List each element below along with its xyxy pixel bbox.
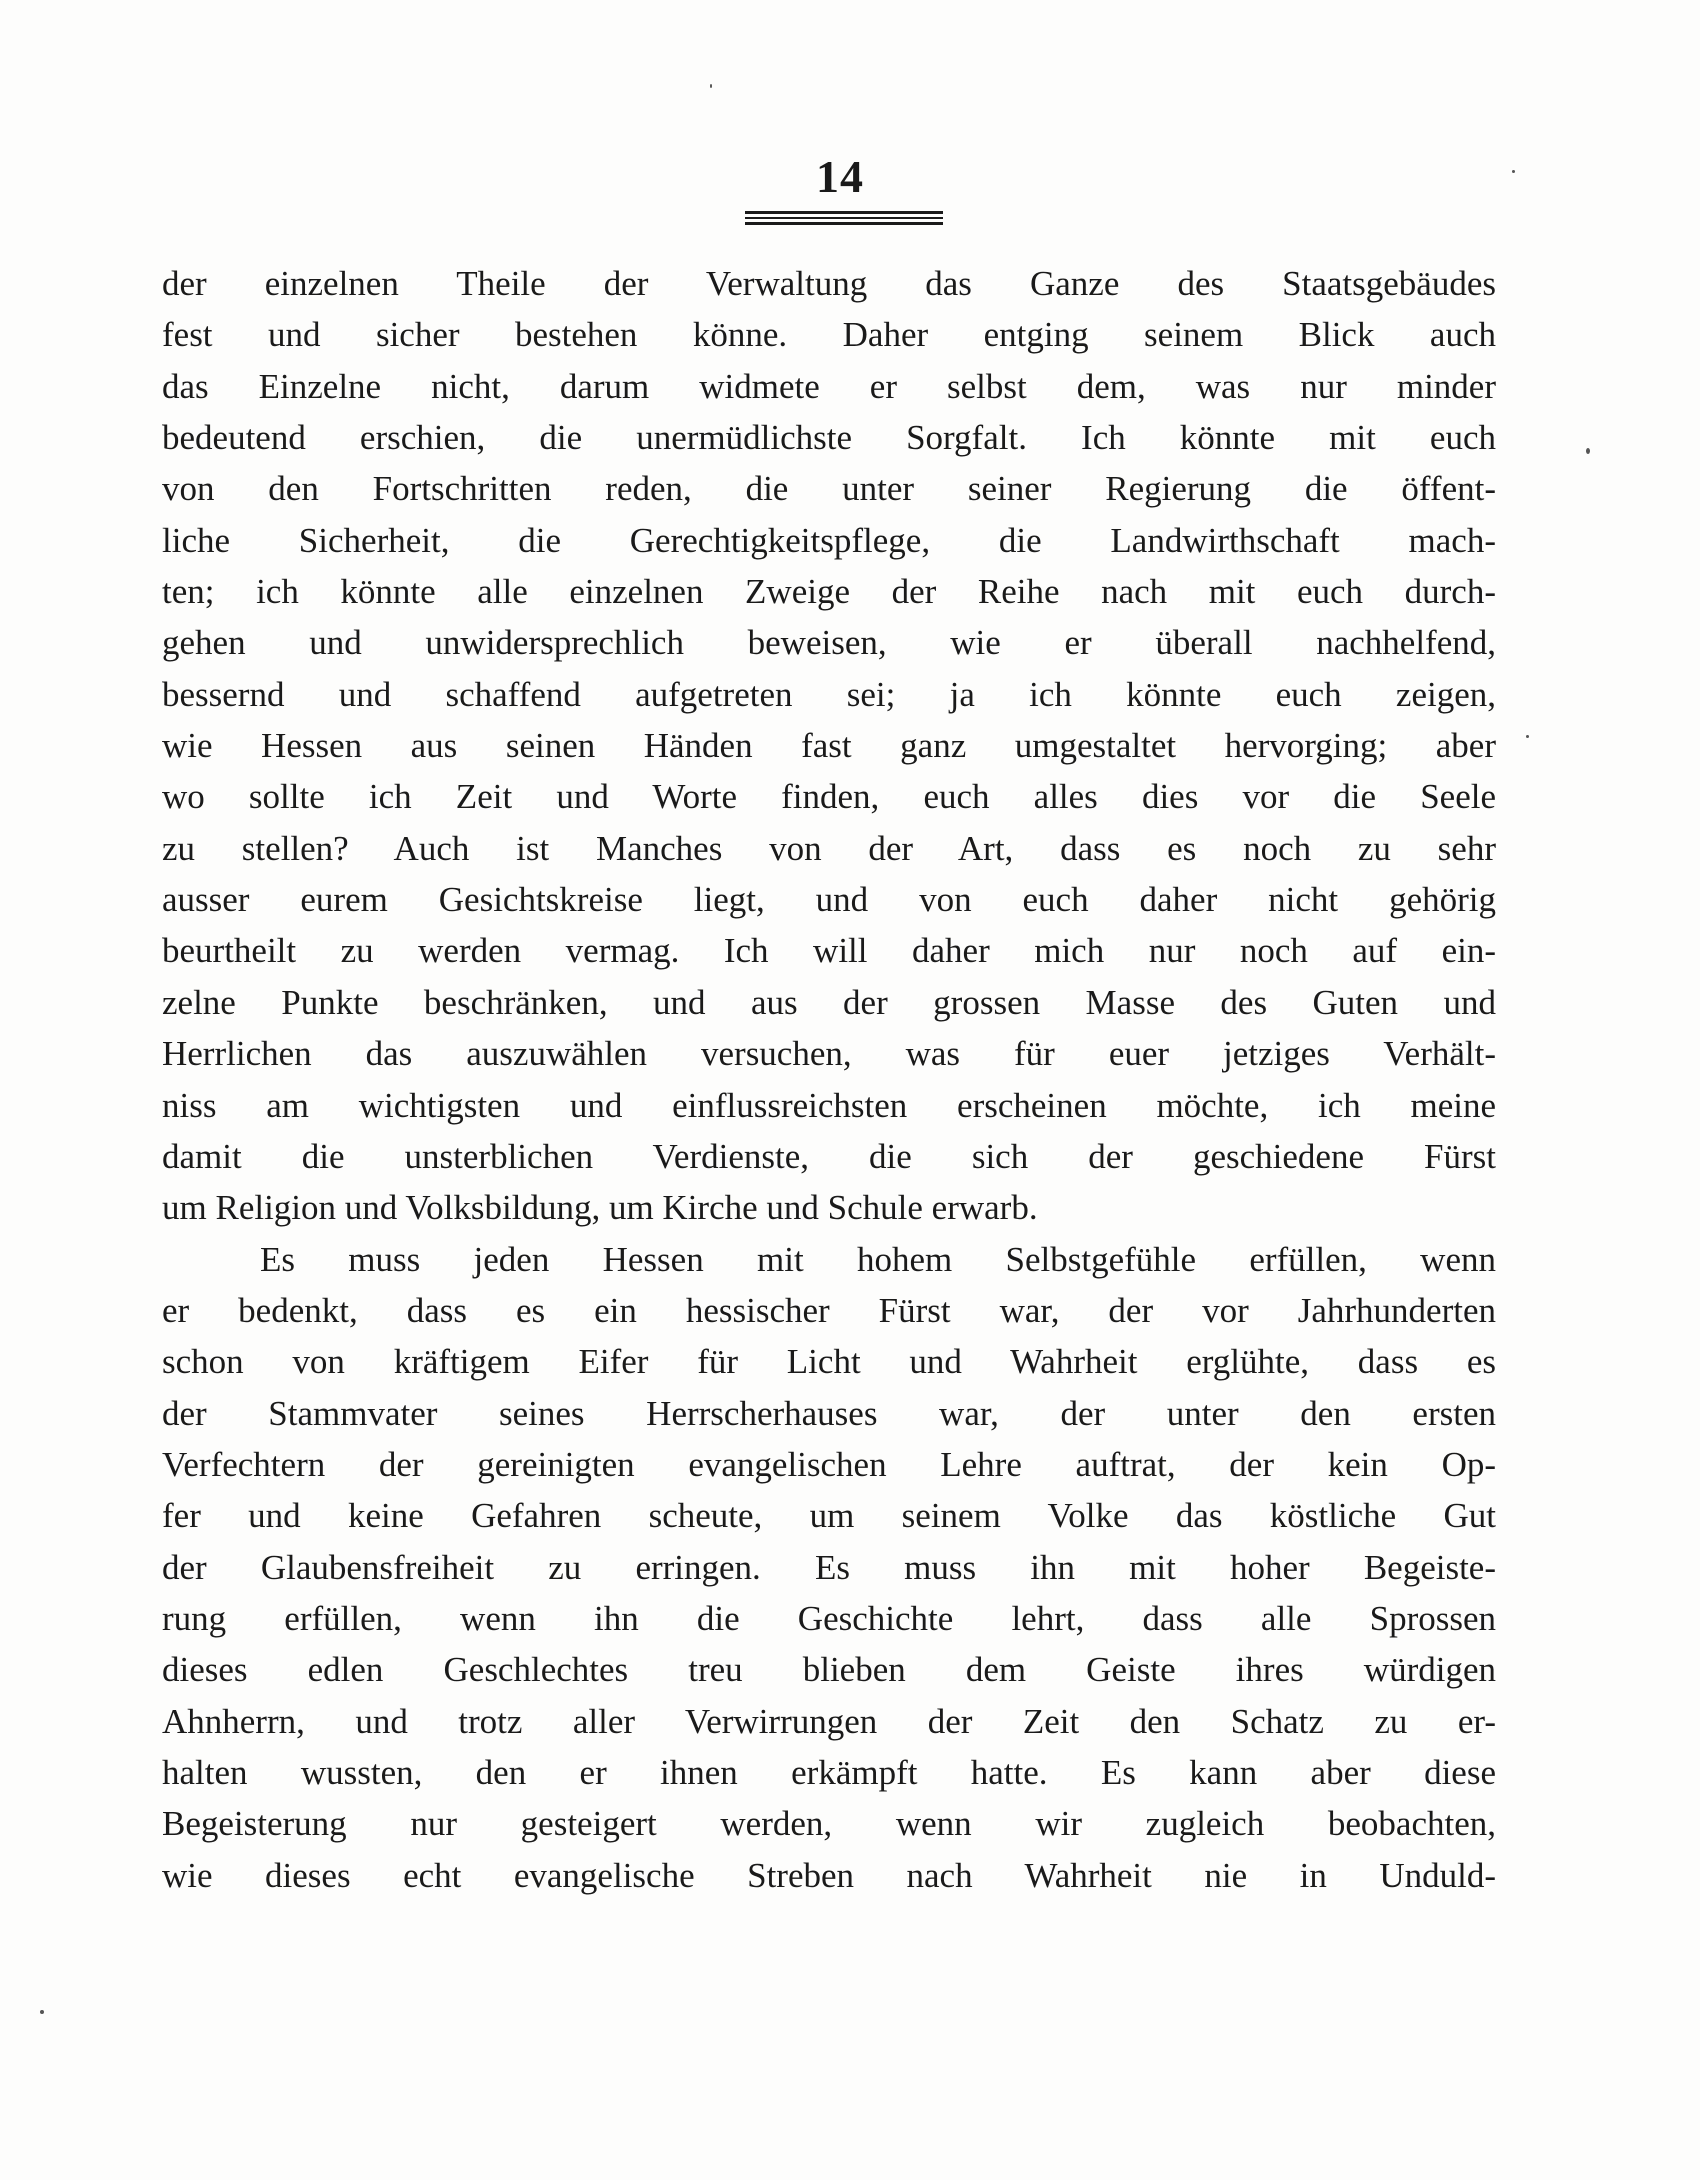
paragraph-end-line: um Religion und Volksbildung, um Kirche und Schule erwarb. [162,1188,1038,1228]
text-line: zu stellen? Auch ist Manches von der Art, dass es noch zu sehr [162,828,1496,868]
text-line: wie dieses echt evangelische Streben nach Wahrheit nie in Unduld- [162,1855,1496,1895]
text-line: dieses edlen Geschlechtes treu blieben dem Geiste ihres würdigen [162,1650,1496,1690]
scan-speck [1526,735,1529,738]
text-line: ten; ich könnte alle einzelnen Zweige der Reihe nach mit euch durch- [162,572,1496,612]
text-line: von den Fortschritten reden, die unter seiner Regierung die öffent- [162,469,1496,509]
text-line: wo sollte ich Zeit und Worte finden, euch alles dies vor die Seele [162,777,1496,817]
text-line: rung erfüllen, wenn ihn die Geschichte lehrt, dass alle Sprossen [162,1598,1496,1638]
text-line: fer und keine Gefahren scheute, um seinem Volke das köstliche Gut [162,1496,1496,1536]
text-line: er bedenkt, dass es ein hessischer Fürst war, der vor Jahrhunderten [162,1290,1496,1330]
text-line: damit die unsterblichen Verdienste, die sich der geschiedene Fürst [162,1136,1496,1176]
text-line: bessernd und schaffend aufgetreten sei; ja ich könnte euch zeigen, [162,674,1496,714]
text-line: ausser eurem Gesichtskreise liegt, und von euch daher nicht gehörig [162,880,1496,920]
text-line: Verfechtern der gereinigten evangelischen Lehre auftrat, der kein Op- [162,1444,1496,1484]
text-line: schon von kräftigem Eifer für Licht und Wahrheit erglühte, dass es [162,1342,1496,1382]
page-number: 14 [816,151,864,202]
text-line: fest und sicher bestehen könne. Daher entging seinem Blick auch [162,315,1496,355]
text-line: liche Sicherheit, die Gerechtigkeitspflege, die Landwirthschaft mach- [162,520,1496,560]
text-line: halten wussten, den er ihnen erkämpft hatte. Es kann aber diese [162,1752,1496,1792]
text-line: gehen und unwidersprechlich beweisen, wie er überall nachhelfend, [162,623,1496,663]
scan-speck [1586,448,1590,454]
text-line: der Stammvater seines Herrscherhauses war, der unter den ersten [162,1393,1496,1433]
header-rule [745,211,943,214]
body-text [162,258,1496,1901]
scan-speck [1512,170,1515,173]
text-line: der einzelnen Theile der Verwaltung das Ganze des Staatsgebäudes [162,264,1496,303]
paragraph-start-line: Es muss jeden Hessen mit hohem Selbstgefühle erfüllen, wenn [260,1239,1496,1279]
text-line: bedeutend erschien, die unermüdlichste Sorgfalt. Ich könnte mit euch [162,418,1496,458]
text-line: Ahnherrn, und trotz aller Verwirrungen der Zeit den Schatz zu er- [162,1701,1496,1741]
header-rule [745,217,943,219]
text-line: der Glaubensfreiheit zu erringen. Es muss ihn mit hoher Begeiste- [162,1547,1496,1587]
header-rule [745,222,943,225]
text-line: zelne Punkte beschränken, und aus der grossen Masse des Guten und [162,982,1496,1022]
scan-speck [710,84,712,88]
text-line: Herrlichen das auszuwählen versuchen, was für euer jetziges Verhält- [162,1034,1496,1074]
text-line: wie Hessen aus seinen Händen fast ganz umgestaltet hervorging; aber [162,726,1496,766]
text-line: beurtheilt zu werden vermag. Ich will daher mich nur noch auf ein- [162,931,1496,971]
text-line: das Einzelne nicht, darum widmete er selbst dem, was nur minder [162,366,1496,406]
text-line: Begeisterung nur gesteigert werden, wenn wir zugleich beobachten, [162,1804,1496,1844]
text-line: niss am wichtigsten und einflussreichsten erscheinen möchte, ich meine [162,1085,1496,1125]
scan-speck [40,2010,44,2014]
